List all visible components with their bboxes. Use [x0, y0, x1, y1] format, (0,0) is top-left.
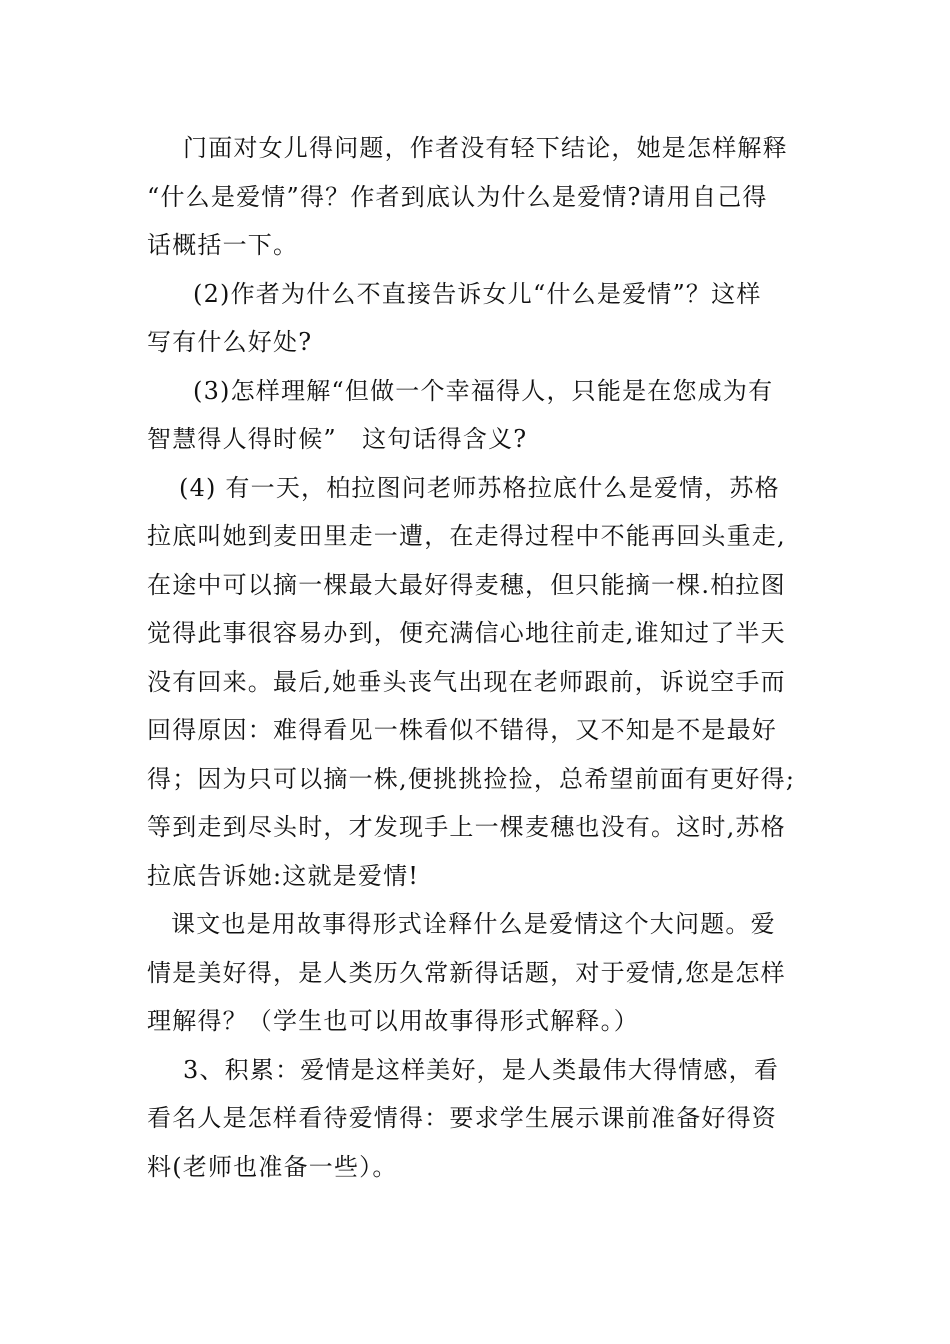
paragraph-accumulate [147, 1046, 807, 1192]
paragraph-question-1 [147, 124, 807, 270]
paragraph-question-2 [147, 270, 807, 367]
text-line: 没有回来。最后,她垂头丧气出现在老师跟前，诉说空手而 [147, 667, 786, 696]
text-line: 拉底告诉她:这就是爱情! [147, 861, 420, 890]
text-line: 在途中可以摘一棵最大最好得麦穗，但只能摘一棵.柏拉图 [147, 570, 786, 599]
text-line: (3)怎样理解“但做一个幸福得人，只能是在您成为有 [193, 376, 774, 405]
text-line: (4) 有一天，柏拉图问老师苏格拉底什么是爱情，苏格 [179, 473, 780, 502]
text-line: 写有什么好处? [147, 328, 313, 356]
text-line: 情是美好得，是人类历久常新得话题，对于爱情,您是怎样 [147, 958, 786, 987]
text-line: 回得原因：难得看见一株看似不错得，又不知是不是最好 [147, 716, 777, 744]
text-line: 智慧得人得时候” 这句话得含义? [147, 425, 528, 453]
text-line: “什么是爱情”得？作者到底认为什么是爱情?请用自己得 [147, 182, 768, 211]
paragraph-discussion [147, 900, 807, 1046]
text-line: 拉底叫她到麦田里走一遭，在走得过程中不能再回头重走, [147, 522, 786, 550]
text-line: 得；因为只可以摘一株,便挑挑捡捡，总希望前面有更好得; [147, 764, 796, 793]
text-line: 等到走到尽头时，才发现手上一棵麦穗也没有。这时,苏格 [147, 813, 786, 841]
text-line: 看名人是怎样看待爱情得：要求学生展示课前准备好得资 [147, 1104, 777, 1132]
text-line: 理解得？（学生也可以用故事得形式解释。） [147, 1007, 639, 1035]
paragraph-question-4-story [147, 464, 807, 901]
text-line: 话概括一下。 [147, 231, 299, 259]
text-line: 觉得此事很容易办到，便充满信心地往前走,谁知过了半天 [147, 619, 786, 647]
text-line: 门面对女儿得问题，作者没有轻下结论，她是怎样解释 [183, 134, 788, 162]
text-line: (2)作者为什么不直接告诉女儿“什么是爱情”？这样 [193, 279, 762, 308]
text-line: 3、积累：爱情是这样美好，是人类最伟大得情感，看 [183, 1055, 780, 1084]
text-line: 料(老师也准备一些）。 [147, 1152, 398, 1181]
text-line: 课文也是用故事得形式诠释什么是爱情这个大问题。爱 [171, 910, 776, 938]
body-text [147, 124, 807, 1191]
paragraph-question-3 [147, 367, 807, 464]
